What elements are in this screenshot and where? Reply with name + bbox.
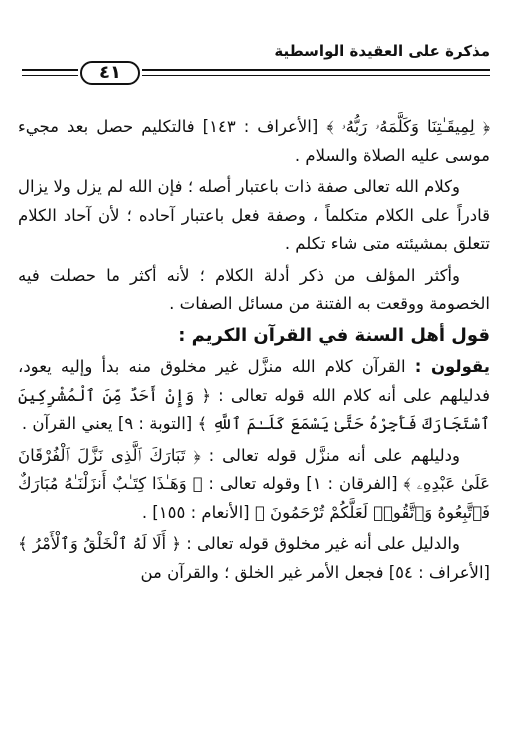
paragraph-text: [الفرقان : ١] وقوله تعالى : <box>202 474 404 493</box>
paragraph-text: ودليلهم على أنه منزَّل قوله تعالى : <box>200 445 460 465</box>
paragraph <box>18 530 490 587</box>
paragraph: وأكثر المؤلف من ذكر أدلة الكلام ؛ لأنه أكثر ما حصلت فيه الخصومة ووقعت به الفتنة من مسائل الصفات . <box>18 265 490 313</box>
running-title: مذكرة على العقيدة الواسطية <box>274 42 490 60</box>
paragraph: وكلام الله تعالى صفة ذات باعتبار أصله ؛ فإن الله لم يزل ولا يزال قادراً على الكلام متكلماً ، وصفة فعل باعتبار آحاده ؛ لأن آحاد الكلام تتعلق بمشيئته متى شاء تكلم . <box>18 177 490 253</box>
citation: [التوبة : ٩] يعني القرآن . <box>21 414 198 433</box>
section-heading: قول أهل السنة في القرآن الكريم : <box>178 324 490 346</box>
quran-verse: ﴿ لِمِيقَـٰتِنَا وَكَلَّمَهُۥ رَبُّهُۥ ﴾ <box>326 117 490 136</box>
paragraph-text: والدليل على أنه غير مخلوق قوله تعالى : <box>181 534 460 553</box>
citation: [الأنعام : ١٥٥] . <box>141 502 255 522</box>
quran-verse: ﴿ أَلَا لَهُ ٱلْخَلْقُ وَٱلْأَمْرُ ﴾ <box>18 534 181 553</box>
lead-word: يقولون : <box>414 357 490 376</box>
paragraph <box>18 113 490 170</box>
header-rule-right-thin <box>142 75 490 76</box>
header-rule-left-thin <box>22 75 78 76</box>
paragraph <box>18 442 490 528</box>
quran-verse: ﴿ وَإِنْ أَحَدٌ مِّنَ ٱلْمُشْرِكِينَ ٱسْتَجَارَكَ فَأَجِرْهُ حَتَّىٰ يَسْمَعَ كَلَـٰمَ ٱللَّهِ ﴾ <box>18 385 490 433</box>
header-rule-right <box>142 69 490 71</box>
quran-verse: ﴿ تَبَارَكَ ٱلَّذِى نَزَّلَ ٱلْفُرْقَانَ عَلَىٰ عَبْدِهِۦ ﴾ <box>18 445 490 493</box>
page-header <box>0 0 512 100</box>
paragraph-text: [الأعراف : ١٤٣] فالتكليم حصل بعد مجيء موسى عليه الصلاة والسلام . <box>18 117 490 165</box>
paragraph <box>18 353 490 439</box>
header-rule-left <box>22 69 78 71</box>
page-body <box>18 113 490 590</box>
page-number: ٤١ <box>80 61 140 85</box>
paragraph-text: القرآن كلام الله منزَّل غير مخلوق منه بدأ وإليه يعود، فدليلهم على أنه كلام الله قوله تعالى : <box>18 357 490 405</box>
paragraph-text: [الأعراف : ٥٤] فجعل الأمر غير الخلق ؛ والقرآن من <box>140 562 490 582</box>
quran-verse: ﴿ وَهَـٰذَا كِتَـٰبٌ أَنزَلْنَـٰهُ مُبَارَكٌ فَٱتَّبِعُوهُ وَٱتَّقُوا۟ لَعَلَّكُمْ تُرْحَمُونَ ﴾ <box>18 474 490 522</box>
